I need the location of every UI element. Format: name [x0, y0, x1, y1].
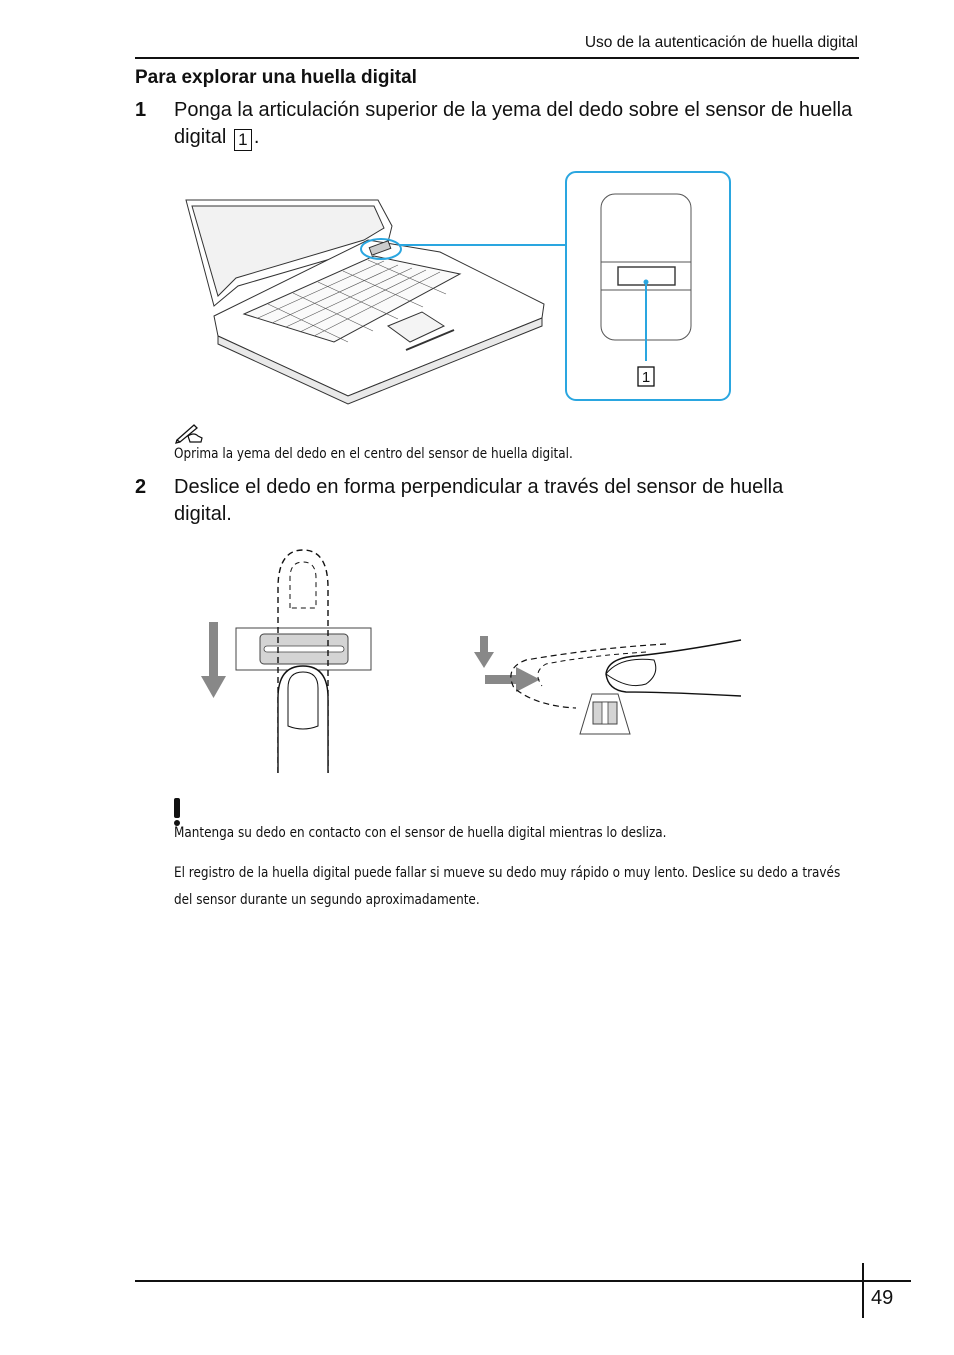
extra-note: El registro de la huella digital puede fallar si mueve su dedo muy rápido o muy lento. Deslice su dedo a través del sensor durante un segundo aproximadamente.: [174, 865, 841, 908]
section-title: Para explorar una huella digital: [135, 67, 417, 88]
step-number: 1: [135, 99, 147, 121]
exclamation-icon: [170, 797, 184, 827]
step-text: Deslice el dedo en forma perpendicular a través del sensor de huella digital.: [174, 476, 784, 525]
laptop-sensor-figure: [178, 166, 738, 406]
callout-marker: 1: [234, 129, 252, 151]
step-text: [174, 97, 864, 151]
step-text-end: .: [253, 126, 260, 148]
footer-rule: [135, 1280, 911, 1282]
pencil-hand-icon: [174, 422, 206, 444]
tip-note: Oprima la yema del dedo en el centro del sensor de huella digital.: [174, 446, 573, 462]
page-number: 49: [871, 1287, 894, 1309]
footer-divider: [862, 1263, 864, 1318]
step-number: 2: [135, 476, 147, 498]
running-header: Uso de la autenticación de huella digital: [584, 34, 858, 51]
warning-note: Mantenga su dedo en contacto con el sensor de huella digital mientras lo desliza.: [174, 825, 667, 841]
figure-callout-label: 1: [641, 369, 651, 386]
header-rule: [135, 57, 859, 59]
step-text-main: Ponga la articulación superior de la yema del dedo sobre el sensor de huella digital: [174, 99, 853, 148]
finger-swipe-figure: [196, 548, 756, 778]
